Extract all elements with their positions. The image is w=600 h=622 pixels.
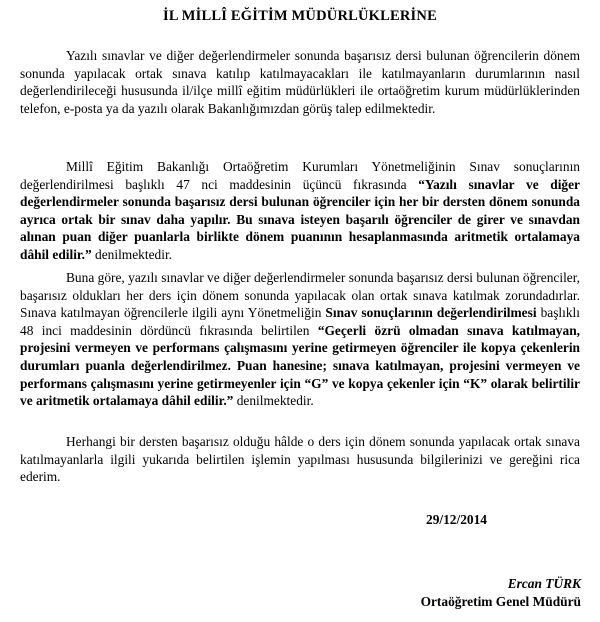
paragraph-3-quote: “Geçerli özrü olmadan sınava katılmayan, projesini vermeyen ve performans çalışmasını yerine getirmeyen öğrenciler ile kopya çekenlerin durumları puanla değerlendirilmez. Puan hanesine; sınava katılmayan, projesini vermeyen ve performans çalışmasını yerine getirmeyenler için “G” ve kopya çekenler için “K” olarak belirtilir ve aritmetik ortalamaya dâhil edilir.” xyxy=(20,322,580,409)
letter-date: 29/12/2014 xyxy=(426,512,488,527)
paragraph-3-bold-title: Sınav sonuçlarının değerlendirilmesi xyxy=(325,305,537,321)
paragraph-2-intro: Millî Eğitim Bakanlığı Ortaöğretim Kurumları Yönetmeliğinin Sınav sonuçlarının değerlendirilmesi başlıklı 47 nci maddesinin üçüncü fıkrasında xyxy=(20,159,580,192)
letter-title: İL MİLLÎ EĞİTİM MÜDÜRLÜKLERİNE xyxy=(163,8,437,24)
signatory-title: Ortaöğretim Genel Müdürü xyxy=(420,594,581,609)
signatory-name: Ercan TÜRK xyxy=(507,576,581,591)
paragraph-2-quote: “Yazılı sınavlar ve diğer değerlendirmeler sonunda başarısız dersi bulunan öğrenciler için her bir dersten dönem sonunda ayrıca ortak bir sınav daha yapılır. Bu sınava isteyen başarılı öğrenciler de girer ve sınavdan alınan puan diğer puanlarla birlikte dönem puanının hesaplanmasında aritmetik ortalamaya dâhil edilir.” xyxy=(20,176,581,262)
paragraph-3 xyxy=(20,269,580,410)
paragraph-4: Herhangi bir dersten başarısız olduğu hâlde o ders için dönem sonunda yapılacak ortak sınava katılmayanlarla ilgili yukarıda belirtilen işlemin yapılması hususunda bilgilerinizi ve gereğini rica ederim. xyxy=(20,434,580,485)
paragraph-3-outro: denilmektedir. xyxy=(233,393,314,409)
paragraph-2-outro: denilmektedir. xyxy=(91,246,173,262)
paragraph-3-middle: başlıklı 48 inci maddesinin dördüncü fıkrasında belirtilen xyxy=(20,305,580,338)
paragraph-1: Yazılı sınavlar ve diğer değerlendirmeler sonunda başarısız dersi bulunan öğrencilerin dönem sonunda yapılacak ortak sınava katılıp katılmayacakları ile katılmayanların durumlarının nasıl değerlendirileceği hususunda il/ilçe millî eğitim müdürlükleri ile ortaöğretim kurum müdürlüklerinden telefon, e-posta ya da yazılı olarak Bakanlığımızdan görüş talep edilmektedir. xyxy=(20,48,580,116)
paragraph-2 xyxy=(20,158,580,264)
paragraph-3-intro: Buna göre, yazılı sınavlar ve diğer değerlendirmeler sonunda başarısız dersi bulunan öğrenciler, başarısız oldukları her ders için dönem sonunda yapılacak olan ortak sınava katılmak zorundadırlar. Sınava katılmayan öğrencilerle ilgili aynı Yönetmeliğin xyxy=(20,270,580,321)
